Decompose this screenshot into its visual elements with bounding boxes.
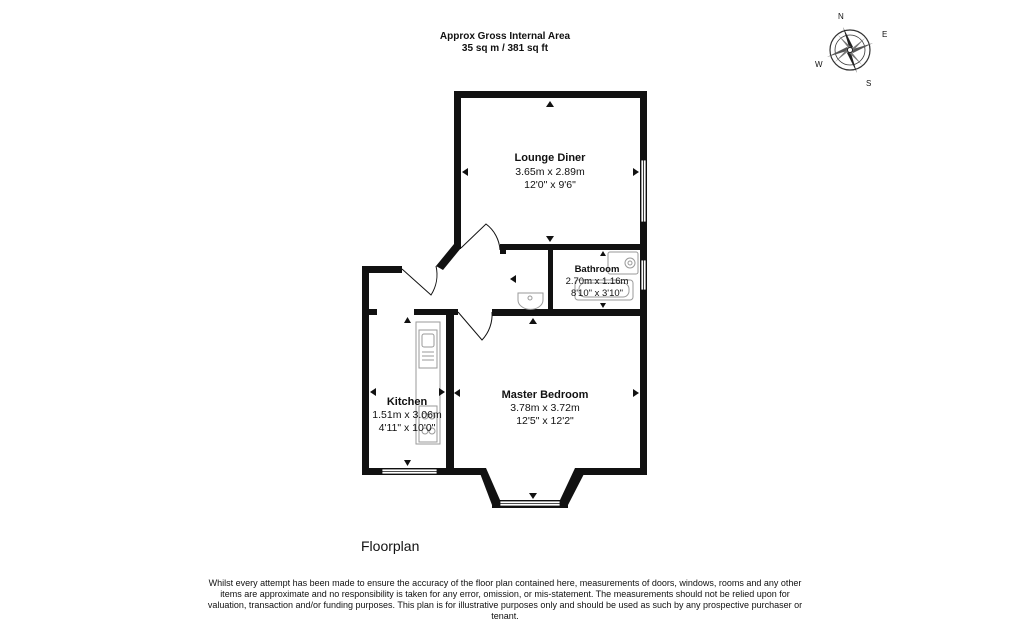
area-value: 35 sq m / 381 sq ft bbox=[461, 43, 549, 54]
arrow-bed-top bbox=[529, 318, 537, 324]
arrow-bed-bottom bbox=[529, 493, 537, 499]
kitchen-imperial: 4'11" x 10'0" bbox=[378, 422, 436, 434]
washbasin-icon bbox=[518, 293, 543, 309]
kitchen-stub-left bbox=[362, 309, 377, 315]
lounge-metric: 3.65m x 2.89m bbox=[515, 166, 585, 178]
arrow-bath-top bbox=[600, 251, 606, 256]
arrow-lounge-bottom bbox=[546, 236, 554, 242]
lounge-imperial: 12'0" x 9'6" bbox=[524, 179, 576, 191]
bedroom-door bbox=[458, 312, 492, 340]
bedroom-name: Master Bedroom bbox=[501, 389, 589, 401]
disclaimer-text: Whilst every attempt has been made to ensure the accuracy of the floor plan contained here, measurements of doors, windows, rooms and any other items are approximate and no responsibility is taken for any error, omission, or mis-statement. The measurements should not be relied upon for valuation, transaction and/or funding purposes. This plan is for illustrative purposes only and should be used as such by any prospective purchaser or tenant. bbox=[207, 578, 803, 621]
arrow-bath-bottom bbox=[600, 303, 606, 308]
kitchen-left-wall bbox=[362, 266, 369, 475]
compass-e: E bbox=[882, 30, 888, 39]
lounge-top-wall bbox=[454, 91, 647, 98]
arrow-bath-left bbox=[510, 275, 516, 283]
lounge-door bbox=[461, 224, 500, 250]
bedroom-imperial: 12'5" x 12'2" bbox=[516, 415, 574, 427]
bathroom-name: Bathroom bbox=[574, 264, 620, 275]
bedroom-top-wall bbox=[492, 309, 647, 316]
windows bbox=[382, 160, 646, 506]
bay-right-wall bbox=[560, 468, 585, 505]
arrow-kitchen-left bbox=[370, 388, 376, 396]
bathroom-left-wall bbox=[548, 250, 553, 312]
lounge-name: Lounge Diner bbox=[514, 152, 586, 164]
kitchen-sink-icon bbox=[419, 330, 437, 368]
arrow-kitchen-bottom bbox=[404, 460, 411, 466]
bathroom-metric: 2.70m x 1.16m bbox=[565, 276, 629, 287]
kitchen-right-wall bbox=[446, 309, 454, 475]
bedroom-metric: 3.78m x 3.72m bbox=[510, 402, 580, 414]
area-title: Approx Gross Internal Area bbox=[439, 31, 571, 42]
arrow-lounge-top bbox=[546, 101, 554, 107]
bottom-wall-right bbox=[583, 468, 647, 475]
arrow-lounge-right bbox=[633, 168, 639, 176]
lounge-left-wall bbox=[454, 91, 461, 249]
arrow-kitchen-right bbox=[439, 388, 445, 396]
compass-w: W bbox=[815, 60, 823, 69]
kitchen-door bbox=[402, 266, 437, 295]
kitchen-name: Kitchen bbox=[386, 396, 428, 408]
compass-s: S bbox=[866, 79, 872, 88]
bedroom-right-wall bbox=[640, 309, 647, 475]
arrow-lounge-left bbox=[462, 168, 468, 176]
arrow-kitchen-top bbox=[404, 317, 411, 323]
lounge-bottom-wall bbox=[500, 244, 647, 250]
hall-diagonal-wall bbox=[436, 244, 461, 270]
kitchen-metric: 1.51m x 3.06m bbox=[372, 409, 442, 421]
kitchen-top-wall bbox=[362, 266, 402, 273]
lounge-bottom-stub bbox=[500, 244, 506, 254]
bathroom-imperial: 8'10" x 3'10" bbox=[570, 288, 624, 299]
floor-title: Floorplan bbox=[361, 538, 420, 554]
arrow-bed-right bbox=[633, 389, 639, 397]
compass-n: N bbox=[838, 12, 844, 21]
compass-icon bbox=[815, 12, 887, 88]
arrow-bed-left bbox=[454, 389, 460, 397]
bay-left-wall bbox=[478, 468, 500, 505]
